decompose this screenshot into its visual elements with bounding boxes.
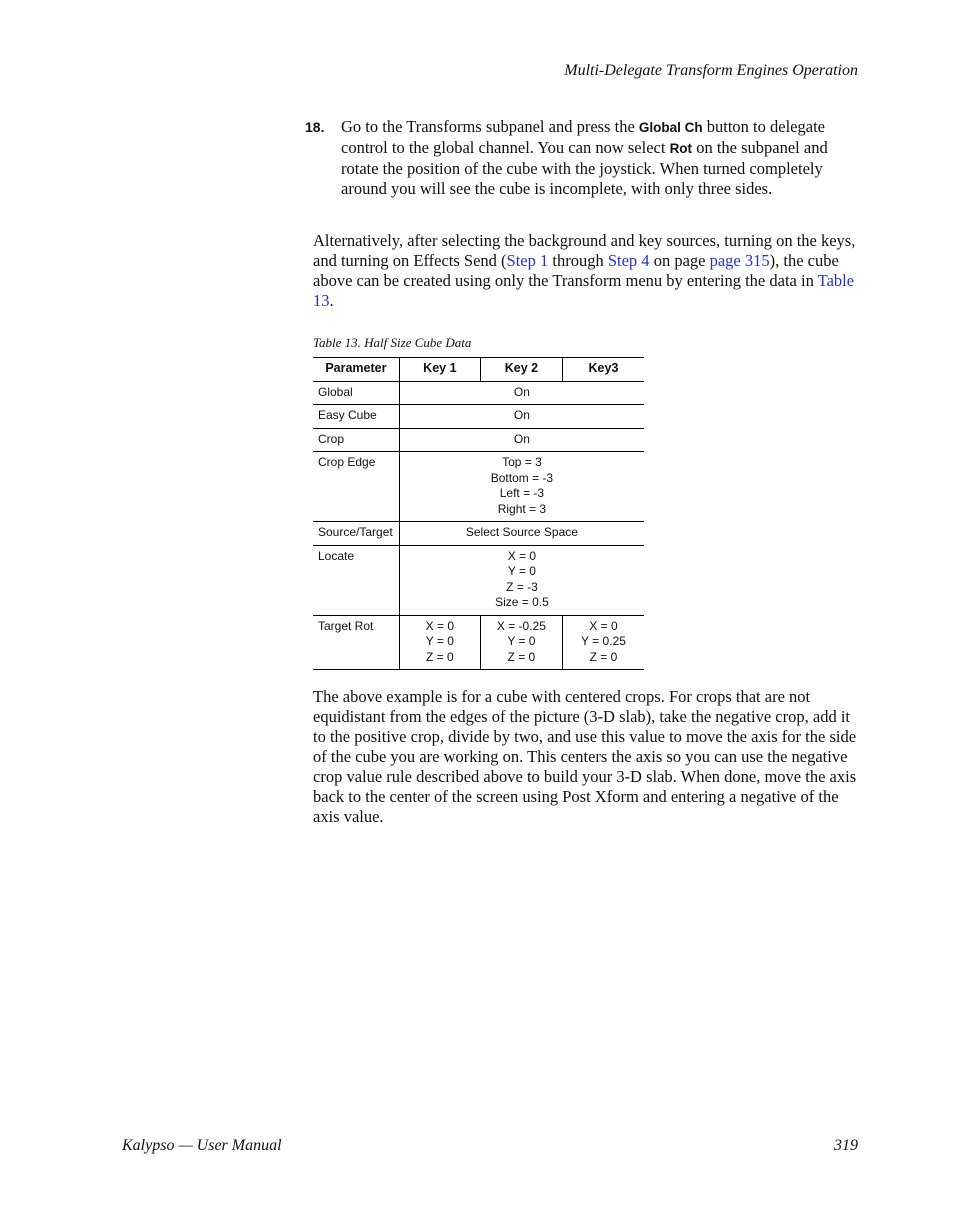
row-param: Crop Edge (313, 452, 399, 522)
table-row (313, 452, 644, 522)
row-value-multiline: X = 0 Y = 0 Z = -3 Size = 0.5 (399, 545, 644, 615)
header-key-1: Key 1 (399, 358, 480, 382)
table-row (313, 381, 644, 405)
paragraph-alternatively: Alternatively, after selecting the background and key sources, turning on the keys, and turning on Effects Send (Step 1 through Step 4 on page page 315), the cube above can be created using only the Transform menu by entering the data in Table 13. (313, 231, 856, 310)
link-page-315[interactable]: page 315 (709, 251, 770, 270)
header-key-3: Key3 (562, 358, 644, 382)
link-table-13[interactable]: Table 13 (313, 271, 855, 310)
row-param: Locate (313, 545, 399, 615)
footer-manual-title: Kalypso — User Manual (122, 1137, 282, 1154)
half-size-cube-table (313, 357, 644, 670)
row-value: On (399, 428, 644, 452)
row-value-multiline: Top = 3 Bottom = -3 Left = -3 Right = 3 (399, 452, 644, 522)
row-value: Select Source Space (399, 522, 644, 546)
running-header: Multi-Delegate Transform Engines Operation (564, 62, 858, 79)
row-param: Easy Cube (313, 405, 399, 429)
paragraph-centered-crops: The above example is for a cube with centered crops. For crops that are not equidistant from the edges of the picture (3-D slab), take the negative crop, add it to the positive crop, divide by two, and use this value to move the axis for the side of the cube you are working on. This centers the axis so you can use the negative crop value rule described above to build your 3-D slab. When done, move the axis back to the center of the screen using Post Xform and entering a negative of the axis value. (313, 687, 857, 826)
global-ch-button-label: Global Ch (638, 120, 703, 135)
table-row (313, 522, 644, 546)
table-row (313, 428, 644, 452)
row-value: On (399, 405, 644, 429)
key3-value: X = 0 Y = 0.25 Z = 0 (562, 615, 644, 670)
table-row (313, 405, 644, 429)
step-18-text: Go to the Transforms subpanel and press the Global Ch button to delegate control to the global channel. You can now select Rot on the subpanel and rotate the position of the cube with the joystick. When turned completely around you will see the cube is incomplete, with only three sides. (341, 117, 828, 198)
table-header-row (313, 358, 644, 382)
step-18 (305, 117, 850, 199)
step-number: 18. (305, 119, 325, 135)
table-row (313, 545, 644, 615)
table-row (313, 615, 644, 670)
row-param: Crop (313, 428, 399, 452)
row-param: Global (313, 381, 399, 405)
row-param: Target Rot (313, 615, 399, 670)
table-caption: Table 13. Half Size Cube Data (313, 335, 472, 350)
header-parameter: Parameter (313, 358, 399, 382)
header-key-2: Key 2 (480, 358, 562, 382)
key1-value: X = 0 Y = 0 Z = 0 (399, 615, 480, 670)
row-value: On (399, 381, 644, 405)
key2-value: X = -0.25 Y = 0 Z = 0 (480, 615, 562, 670)
link-step-1[interactable]: Step 1 (506, 251, 549, 270)
rot-button-label: Rot (669, 141, 693, 156)
page-number: 319 (834, 1137, 858, 1154)
link-step-4[interactable]: Step 4 (607, 251, 650, 270)
row-param: Source/Target (313, 522, 399, 546)
